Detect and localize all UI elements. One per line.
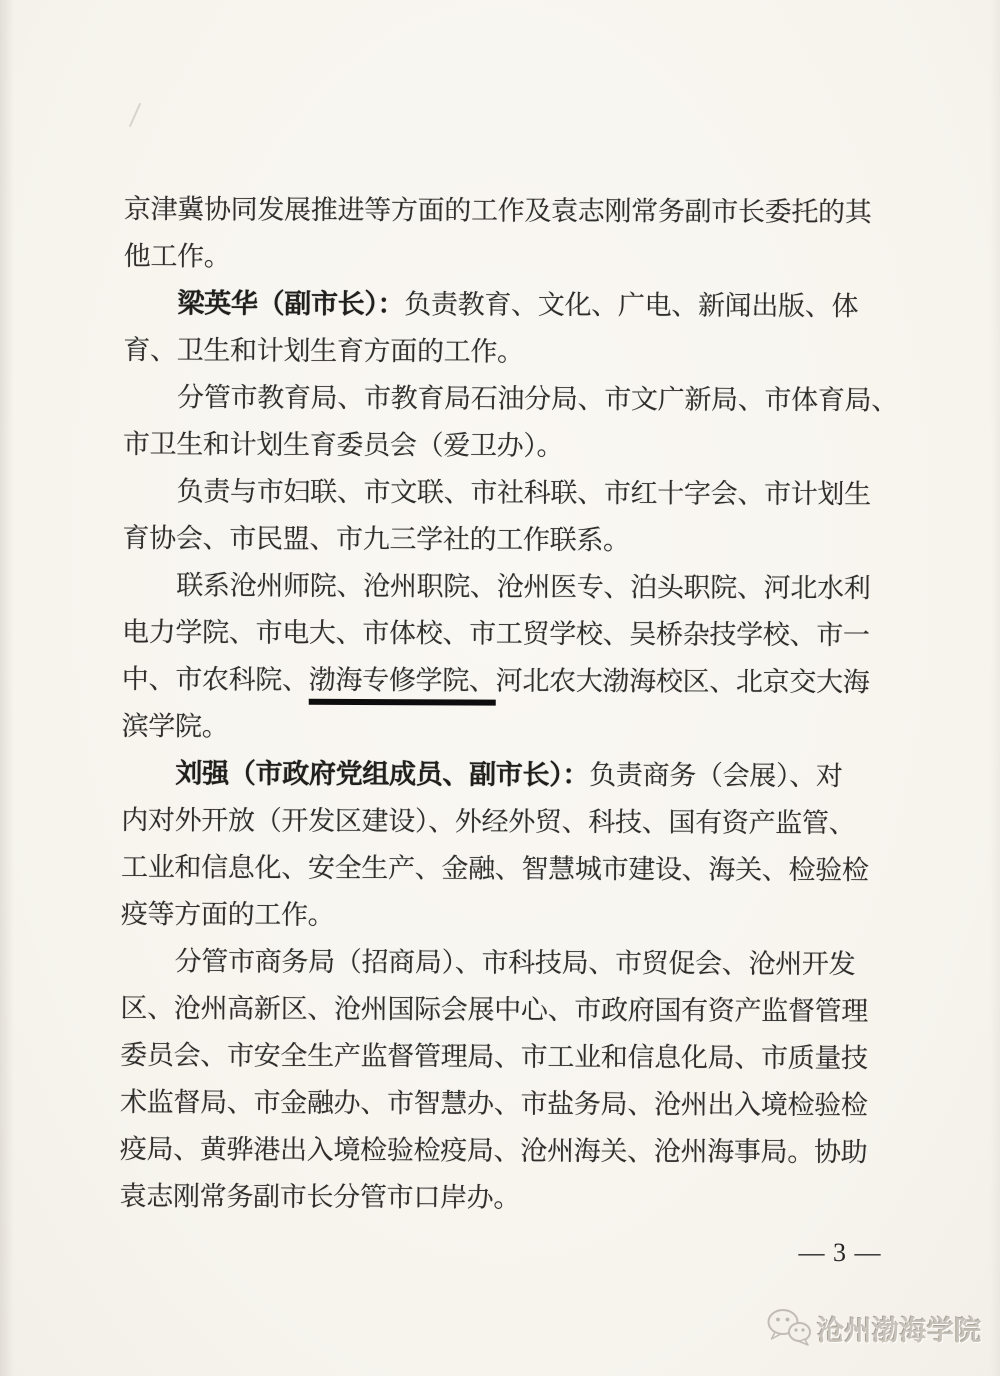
official-name-heading: 刘强（市政府党组成员、副市长）： bbox=[175, 758, 590, 791]
document-line bbox=[122, 609, 892, 659]
text-run: 育、卫生和计划生育方面的工作。 bbox=[123, 334, 524, 367]
text-run: 河北农大渤海校区、北京交大海 bbox=[495, 665, 870, 698]
document-line bbox=[123, 280, 893, 330]
document-line bbox=[122, 703, 892, 753]
document-line bbox=[123, 327, 893, 377]
text-run: 疫等方面的工作。 bbox=[120, 898, 335, 930]
document-line bbox=[120, 1079, 890, 1129]
document-line bbox=[120, 1032, 890, 1082]
text-run: 袁志刚常务副市长分管市口岸办。 bbox=[119, 1180, 521, 1213]
document-line bbox=[120, 1126, 890, 1176]
document-line bbox=[121, 797, 891, 847]
text-run: 滨学院。 bbox=[121, 710, 229, 742]
text-run: 区、沧州高新区、沧州国际会展中心、市政府国有资产监督管理 bbox=[120, 992, 869, 1027]
document-line bbox=[121, 938, 891, 988]
text-run: 疫局、黄骅港出入境检验检疫局、沧州海关、沧州海事局。协助 bbox=[119, 1133, 868, 1168]
page-number: — 3 — bbox=[798, 1238, 882, 1267]
document-body bbox=[119, 186, 899, 1223]
document-line bbox=[121, 750, 891, 800]
text-run: 内对外开放（开发区建设）、外经外贸、科技、国有资产监管、 bbox=[121, 804, 856, 839]
text-run: 中、市农科院、 bbox=[121, 663, 309, 695]
text-run: 负责与市妇联、市文联、市社科联、市红十字会、市计划生 bbox=[176, 476, 871, 510]
document-line bbox=[120, 985, 890, 1035]
text-run: 术监督局、市金融办、市智慧办、市盐务局、沧州出入境检验检 bbox=[119, 1086, 868, 1121]
text-run: 工业和信息化、安全生产、金融、智慧城市建设、海关、检验检 bbox=[120, 851, 869, 886]
scan-artifact bbox=[129, 103, 141, 128]
text-run: 负责商务（会展）、对 bbox=[589, 760, 843, 792]
document-line bbox=[121, 891, 891, 941]
document-line bbox=[122, 656, 892, 706]
text-run: 负责教育、文化、广电、新闻出版、体 bbox=[404, 289, 859, 322]
text-run: 他工作。 bbox=[123, 240, 231, 272]
document-line bbox=[124, 233, 894, 283]
text-run: 市卫生和计划生育委员会（爱卫办）。 bbox=[122, 428, 564, 461]
document-line bbox=[122, 562, 892, 612]
watermark bbox=[766, 1306, 982, 1350]
text-run: 电力学院、市电大、市体校、市工贸学校、吴桥杂技学校、市一 bbox=[121, 616, 870, 651]
official-name-heading: 梁英华（副市长）： bbox=[177, 288, 405, 320]
text-run: 育协会、市民盟、市九三学社的工作联系。 bbox=[122, 522, 630, 556]
document-line bbox=[123, 468, 893, 518]
text-run: 分管市教育局、市教育局石油分局、市文广新局、市体育局、 bbox=[177, 382, 899, 416]
text-run: 分管市商务局（招商局）、市科技局、市贸促会、沧州开发 bbox=[174, 946, 856, 980]
document-line bbox=[121, 844, 891, 894]
document-line bbox=[119, 1173, 889, 1223]
watermark-text: 沧州渤海学院 bbox=[817, 1315, 982, 1346]
wechat-icon bbox=[766, 1306, 812, 1350]
text-run: 联系沧州师院、沧州职院、沧州医专、泊头职院、河北水利 bbox=[176, 570, 871, 604]
text-run: 京津冀协同发展推进等方面的工作及袁志刚常务副市长委托的其 bbox=[123, 193, 872, 228]
document-line bbox=[123, 374, 899, 424]
document-line bbox=[122, 515, 892, 565]
text-run: 委员会、市安全生产监督管理局、市工业和信息化局、市质量技 bbox=[120, 1039, 868, 1074]
document-line bbox=[123, 421, 893, 471]
document-line bbox=[124, 186, 894, 236]
underlined-school-name: 渤海专修学院、 bbox=[309, 665, 496, 706]
